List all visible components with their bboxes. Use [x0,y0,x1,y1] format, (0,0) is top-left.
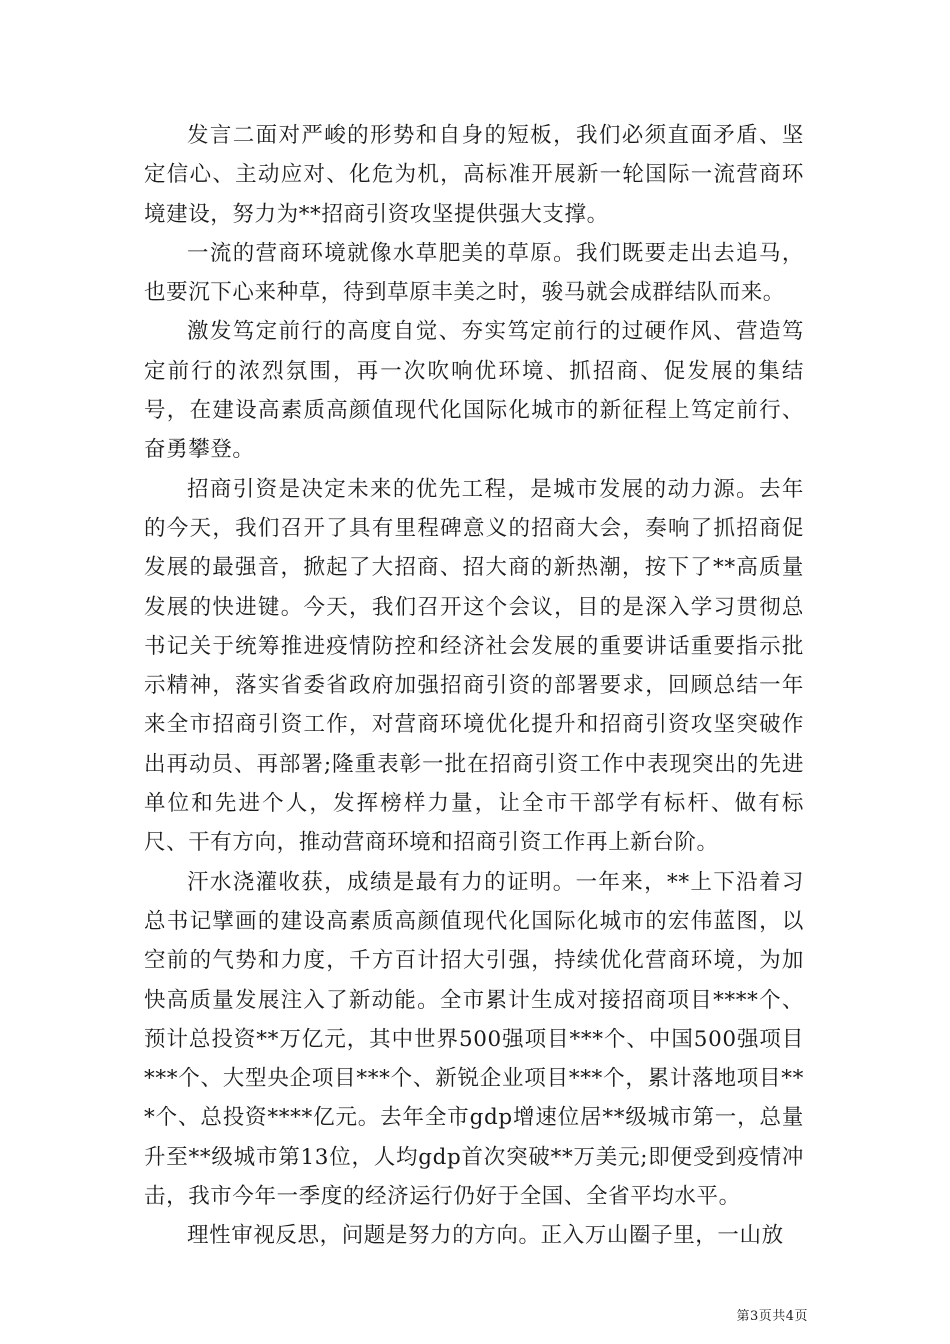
page-number-footer: 第3页共4页 [736,1309,808,1324]
paragraph: 激发笃定前行的高度自觉、夯实笃定前行的过硬作风、营造笃定前行的浓烈氛围，再一次吹响优环境、抓招商、促发展的集结号，在建设高素质高颜值现代化国际化城市的新征程上笃定前行、奋勇攀登。 [144,319,804,463]
paragraph: 一流的营商环境就像水草肥美的草原。我们既要走出去追马，也要沉下心来种草，待到草原丰美之时，骏马就会成群结队而来。 [144,240,804,306]
paragraph: 理性审视反思，问题是努力的方向。正入万山圈子里，一山放 [187,1223,784,1249]
document-body [144,116,804,1256]
paragraph: 汗水浇灌收获，成绩是最有力的证明。一年来，**上下沿着习总书记擘画的建设高素质高颜值现代化国际化城市的宏伟蓝图，以空前的气势和力度，千方百计招大引强，持续优化营商环境，为加快高质量发展注入了新动能。全市累计生成对接招商项目****个、预计总投资**万亿元，其中世界500强项目***个、中国500强项目***个、大型央企项目***个、新锐企业项目***个，累计落地项目***个、总投资****亿元。去年全市gdp增速位居**级城市第一，总量升至**级城市第13位，人均gdp首次突破**万美元;即便受到疫情冲击，我市今年一季度的经济运行仍好于全国、全省平均水平。 [144,869,804,1210]
paragraph: 发言二面对严峻的形势和自身的短板，我们必须直面矛盾、坚定信心、主动应对、化危为机，高标准开展新一轮国际一流营商环境建设，努力为**招商引资攻坚提供强大支撑。 [144,123,804,227]
paragraph: 招商引资是决定未来的优先工程，是城市发展的动力源。去年的今天，我们召开了具有里程碑意义的招商大会，奏响了抓招商促发展的最强音，掀起了大招商、招大商的新热潮，按下了**高质量发展的快进键。今天，我们召开这个会议，目的是深入学习贯彻总书记关于统筹推进疫情防控和经济社会发展的重要讲话重要指示批示精神，落实省委省政府加强招商引资的部署要求，回顾总结一年来全市招商引资工作，对营商环境优化提升和招商引资攻坚突破作出再动员、再部署;隆重表彰一批在招商引资工作中表现突出的先进单位和先进个人，发挥榜样力量，让全市干部学有标杆、做有标尺、干有方向，推动营商环境和招商引资工作再上新台阶。 [144,476,804,856]
